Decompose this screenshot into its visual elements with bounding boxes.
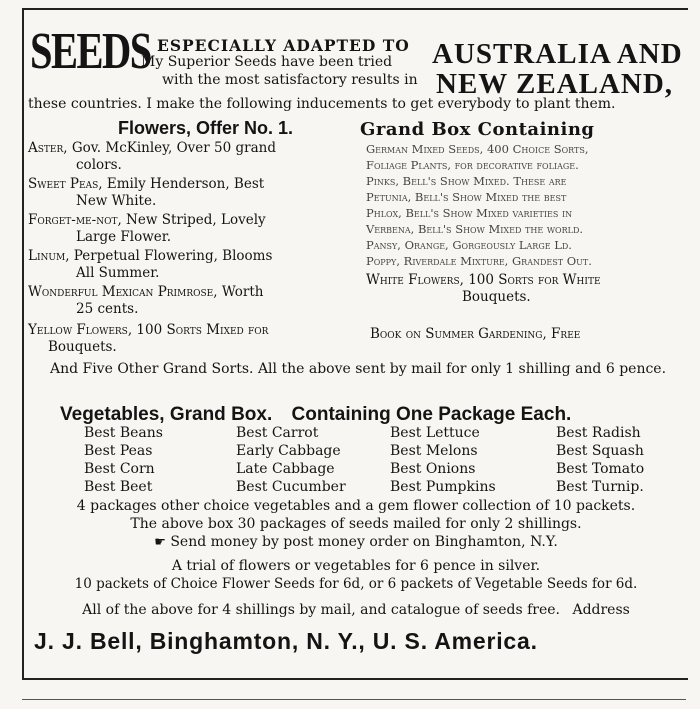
veg-item: Best Onions [390, 461, 476, 477]
superior-line-2: with the most satisfactory results in [162, 72, 418, 88]
send-money-text: Send money by post money order on Binghamton, N.Y. [170, 534, 558, 550]
veg-item: Best Beet [84, 479, 153, 495]
veg-item: Early Cabbage [236, 443, 341, 459]
grand-box-item: Phlox, Bell's Show Mixed varieties in [366, 206, 573, 220]
flower-desc-cont: colors. [76, 157, 122, 173]
five-other-sorts: And Five Other Grand Sorts. All the above sent by mail for only 1 shilling and 6 pence. [49, 361, 667, 377]
packages-text: 4 packages other choice vegetables and a gem flower collection of 10 packets. [76, 498, 636, 514]
white-flowers-text: White Flowers, 100 Sorts for White [366, 272, 601, 288]
grand-box-item: German Mixed Seeds, 400 Choice Sorts, [366, 142, 589, 156]
veg-item: Best Cucumber [236, 479, 346, 495]
page-divider [22, 699, 686, 700]
grand-box-heading: Grand Box Containing [360, 119, 595, 140]
flower-item [28, 284, 348, 318]
white-flowers [366, 272, 688, 306]
veg-column [390, 424, 496, 496]
grand-box-item: Pansy, Orange, Gorgeously Large Ld. [366, 238, 572, 252]
veg-item: Best Beans [84, 425, 163, 441]
veg-item: Late Cabbage [236, 461, 335, 477]
flower-item [28, 176, 348, 210]
box-text: The above box 30 packages of seeds mailed for only 2 shillings. [130, 516, 582, 532]
flower-desc-cont: 25 cents. [76, 301, 139, 317]
flower-desc: Worth [221, 284, 264, 300]
veg-item: Best Pumpkins [390, 479, 496, 495]
veg-column [84, 424, 163, 496]
flower-name: Wonderful Mexican Primrose, [28, 284, 218, 300]
vegetables-heading [60, 404, 571, 426]
vegetables-heading-2: Containing One Package Each. [291, 404, 572, 425]
flower-desc: Perpetual Flowering, Blooms [73, 248, 273, 264]
flower-item [28, 140, 348, 174]
veg-item: Best Squash [556, 443, 644, 459]
flower-desc-cont: Large Flower. [76, 229, 172, 245]
all-above-text: All of the above for 4 shillings by mail, and catalogue of seeds free. [82, 602, 560, 618]
veg-item: Best Radish [556, 425, 641, 441]
trial-text: A trial of flowers or vegetables for 6 pence in silver. [171, 558, 541, 574]
advertisement [22, 8, 688, 680]
flower-name: Forget-me-not, [28, 212, 122, 228]
vegetables-heading-text: Vegetables, Grand Box. [60, 404, 273, 425]
grand-box-item: Poppy, Riverdale Mixture, Grandest Out. [366, 254, 592, 268]
flower-desc: New Striped, Lovely [126, 212, 266, 228]
send-money-line [24, 534, 688, 550]
veg-item: Best Carrot [236, 425, 319, 441]
veg-item: Best Melons [390, 443, 478, 459]
white-flowers-cont: Bouquets. [462, 289, 531, 305]
packets-text: 10 packets of Choice Flower Seeds for 6d, or 6 packets of Vegetable Seeds for 6d. [74, 576, 638, 592]
adapted-text: ESPECIALLY ADAPTED TO [157, 36, 410, 55]
flower-item [28, 212, 348, 246]
veg-item: Best Peas [84, 443, 153, 459]
flower-desc: Yellow Flowers, 100 Sorts Mixed for [28, 322, 269, 338]
country-australia: AUSTRALIA AND [432, 38, 683, 70]
book-text: Book on Summer Gardening, Free [370, 326, 581, 342]
book-summer-gardening [370, 326, 692, 343]
advertiser-name: J. J. Bell, Binghamton, N. Y., U. S. America. [34, 628, 538, 654]
grand-box-item: Foliage Plants, for decorative foliage. [366, 158, 579, 172]
grand-box-item: Verbena, Bell's Show Mixed the world. [366, 222, 584, 236]
flower-desc: Emily Henderson, Best [106, 176, 265, 192]
flower-name: Sweet Peas, [28, 176, 103, 192]
veg-item: Best Turnip. [556, 479, 644, 495]
flower-item [28, 248, 348, 282]
all-above-line [24, 602, 688, 618]
flowers-heading: Flowers, Offer No. 1. [118, 118, 294, 138]
address-label: Address [572, 602, 630, 618]
pointing-hand-icon: ☛ [154, 535, 166, 550]
superior-line-1: My Superior Seeds have been tried [141, 54, 393, 70]
flower-item [28, 322, 348, 356]
flower-name: Aster, [28, 140, 68, 156]
seeds-title: SEEDS [30, 23, 151, 80]
grand-box-item: Pinks, Bell's Show Mixed. These are [366, 174, 567, 188]
flower-desc-cont: New White. [76, 193, 157, 209]
veg-item: Best Lettuce [390, 425, 480, 441]
grand-box-item: Petunia, Bell's Show Mixed the best [366, 190, 567, 204]
country-new-zealand: NEW ZEALAND, [436, 68, 674, 100]
veg-column [236, 424, 346, 496]
flower-desc-cont: All Summer. [76, 265, 160, 281]
flower-name: Linum, [28, 248, 70, 264]
flower-desc-cont: Bouquets. [48, 339, 117, 355]
veg-item: Best Tomato [556, 461, 645, 477]
veg-item: Best Corn [84, 461, 155, 477]
flower-desc: Gov. McKinley, Over 50 grand [71, 140, 276, 156]
intro-text: these countries. I make the following inducements to get everybody to plant them. [28, 96, 616, 112]
veg-column [556, 424, 644, 496]
